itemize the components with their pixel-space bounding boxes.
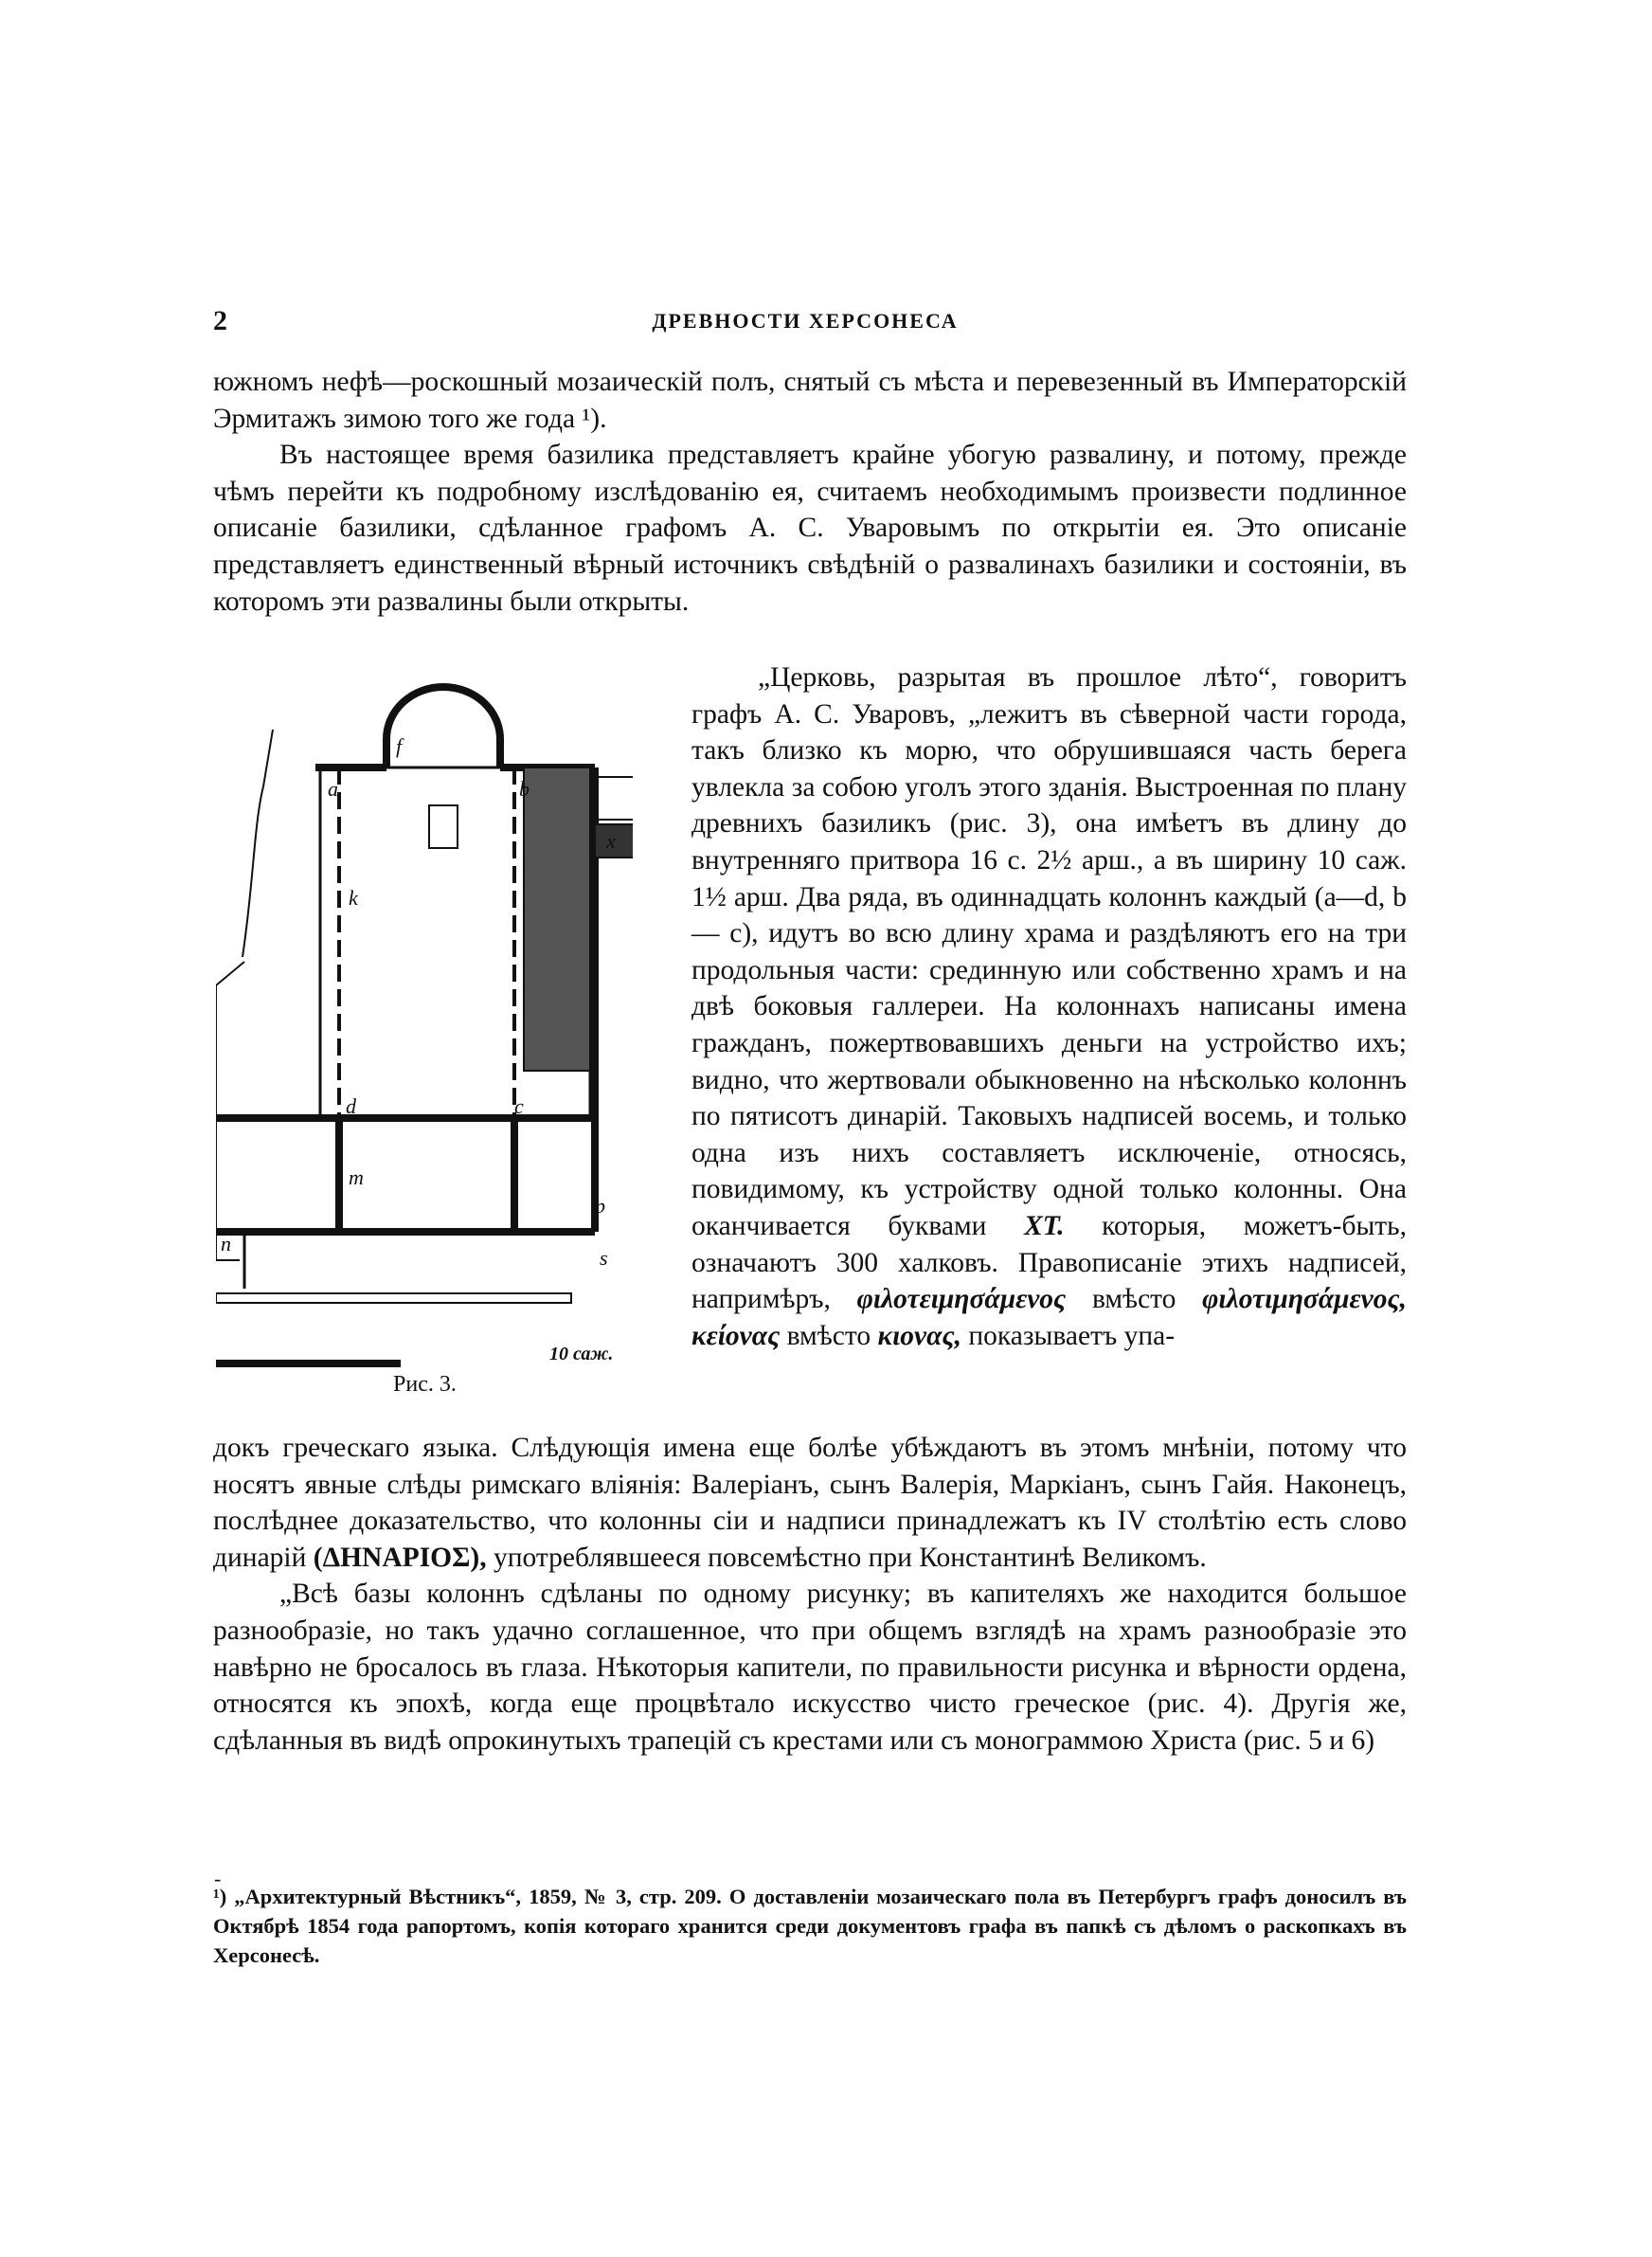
running-title: ДРЕВНОСТИ ХЕРСОНЕСА xyxy=(652,309,959,333)
greek-word-1: φιλοτειμησάμενος xyxy=(856,1284,1067,1315)
figure-caption: Рис. 3. xyxy=(393,1372,457,1397)
footnote: ¹) „Архитектурный Вѣстникъ“, 1859, № 3, стр. 209. О доставленіи мозаическаго пола въ Петербургъ графъ доносилъ въ Октябрѣ 1854 года рапортомъ, копія котораго хранится среди документовъ графа въ папкѣ съ дѣломъ о раскопкахъ въ Херсонесѣ. xyxy=(213,1885,1407,1967)
label-x: x xyxy=(606,829,616,853)
coast-left xyxy=(216,985,240,1260)
label-f: f xyxy=(396,734,403,758)
letters-xt: XT. xyxy=(1024,1210,1065,1241)
apse xyxy=(386,687,500,767)
continued-text: докъ греческаго языка. Слѣдующія имена еще болѣе убѣждаютъ въ этомъ мнѣніи, потому что носятъ явные слѣды римскаго вліянія: Валеріанъ, сынъ Валерія, Маркіанъ, сынъ Гайя. Наконецъ, послѣднее доказательство, что колонны сіи и надписи принадлежатъ къ IV столѣтію есть слово динарій (ΔΗΝΑΡΙΟΣ), употреблявшееся повсемѣстно при Константинѣ Великомъ. „Всѣ базы колоннъ сдѣланы по одному рисунку; въ капителяхъ же находится большое разнообразіе, но такъ удачно соглашенное, что при общемъ взглядѣ на храмъ разнообразіе это навѣрно не бросалось въ глаза. Нѣкоторыя капители, по правильности рисунка и вѣрности ордена, относятся къ эпохѣ, когда еще процвѣтало искусство чисто греческое (рис. 4). Другія же, сдѣланныя въ видѣ опрокинутыхъ трапецій съ крестами или съ монограммою Христа (рис. 5 и 6) xyxy=(213,1430,1407,1759)
label-m: m xyxy=(349,1165,364,1189)
page-header xyxy=(213,305,1397,343)
paragraph-basilica-state: Въ настоящее время базилика представляетъ крайне убогую развалину, и потому, прежде чѣмъ перейти къ подробному изслѣдованію ея, считаемъ необходимымъ произвести подлинное описаніе базилики, сдѣланное графомъ А. С. Уваровымъ по открытіи ея. Это описаніе представляетъ единственный вѣрный источникъ свѣдѣній о развалинахъ базилики и состояніи, въ которомъ эти развалины были открыты. xyxy=(213,440,1407,617)
label-p: p xyxy=(595,1194,605,1218)
label-n: n xyxy=(221,1232,231,1255)
coast-line-upper xyxy=(242,730,273,957)
mosaic-floor xyxy=(524,767,590,1071)
scale-bar xyxy=(216,1360,401,1367)
label-c: c xyxy=(514,1094,524,1118)
greek-word-4: κιονας, xyxy=(877,1320,961,1351)
altar xyxy=(429,805,458,848)
coast-line xyxy=(216,962,244,985)
greek-word-2: φιλοτιμησάμενος, xyxy=(1202,1284,1408,1315)
label-k: k xyxy=(349,886,358,910)
float-paragraph: „Церковь, разрытая въ прошлое лѣто“, говоритъ графъ А. С. Уваровъ, „лежитъ въ сѣверной части города, такъ близко къ морю, что обрушившаяся часть берега увлекла за собою уголъ этого зданія. Выстроенная по плану древнихъ базиликъ (рис. 3), она имѣетъ въ длину до внутренняго притвора 16 с. 2½ арш., а въ ширину 10 саж. 1½ арш. Два ряда, въ одиннадцать колоннъ каждый (a—d, b — c), идутъ во всю длину храма и раздѣляютъ его на три продольныя части: срединную или собственно храмъ и на двѣ боковыя галлереи. На колоннахъ написаны имена гражданъ, пожертвовавшихъ деньги на устройство ихъ; видно, что жертвовали обыкновенно на нѣсколько колоннъ по пятисотъ динарій. Таковыхъ надписей восемь, и только одна изъ нихъ составляетъ исключеніе, относясь, повидимому, къ устройству одной только колонны. Она оканчивается буквами XT. которыя, можетъ-быть, означаютъ 300 халковъ. Правописаніе этихъ надписей, напримѣръ, φιλοτειμησάμενος вмѣсто φιλοτιμησάμενος, κείονας вмѣсто κιονας, показываетъ упа- xyxy=(691,662,1408,1351)
paragraph-column-bases: „Всѣ базы колоннъ сдѣланы по одному рисунку; въ капителяхъ же находится большое разнообразіе, но такъ удачно соглашенное, что при общемъ взглядѣ на храмъ разнообразіе это навѣрно не бросалось въ глаза. Нѣкоторыя капители, по правильности рисунка и вѣрности ордена, относятся къ эпохѣ, когда еще процвѣтало искусство чисто греческое (рис. 4). Другія же, сдѣланныя въ видѣ опрокинутыхъ трапецій съ крестами или съ монограммою Христа (рис. 5 и 6) xyxy=(213,1579,1407,1756)
label-a: a xyxy=(328,777,338,801)
label-b: b xyxy=(519,777,530,801)
greek-denarios: (ΔΗΝΑΡΙΟΣ), xyxy=(313,1542,487,1573)
page-number: 2 xyxy=(213,305,227,336)
paragraph-continuation: южномъ нефѣ—роскошный мозаическій полъ, снятый съ мѣста и перевезенный въ Императорскій Эрмитажъ зимою того же года ¹). xyxy=(213,367,1407,434)
basilica-plan-figure xyxy=(216,673,633,1421)
greek-word-3: κείονας xyxy=(691,1320,781,1351)
side-room-1 xyxy=(595,777,633,820)
label-d: d xyxy=(346,1094,356,1118)
top-text xyxy=(213,364,1407,620)
page-dash: - xyxy=(214,1867,222,1890)
scale-label: 10 саж. xyxy=(549,1344,614,1364)
label-s: s xyxy=(600,1246,608,1270)
